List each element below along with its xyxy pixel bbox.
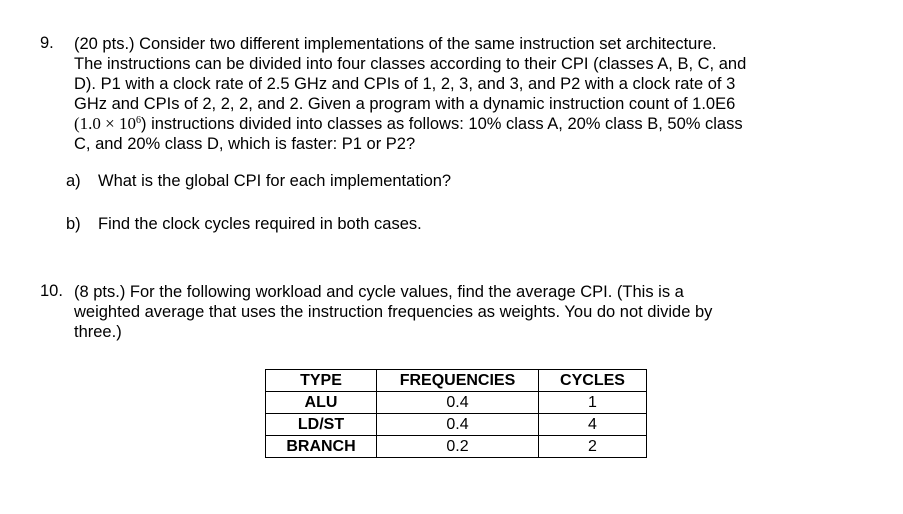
subquestion-letter: a) <box>66 172 81 190</box>
workload-table <box>265 369 647 458</box>
math-base: (1.0 × 10 <box>74 114 136 133</box>
header-cycles: CYCLES <box>539 370 647 392</box>
header-type: TYPE <box>266 370 377 392</box>
subquestion-b <box>66 214 422 234</box>
text-line: GHz and CPIs of 2, 2, 2, and 2. Given a program with a dynamic instruction count of 1.0E6 <box>74 95 736 113</box>
cell-cycles: 4 <box>539 414 647 436</box>
question-text <box>74 282 890 342</box>
text-line: weighted average that uses the instruction frequencies as weights. You do not divide by <box>74 303 713 321</box>
text-line: (20 pts.) Consider two different implementations of the same instruction set architecture. <box>74 35 717 53</box>
question-10 <box>40 282 890 342</box>
cell-cycles: 1 <box>539 392 647 414</box>
subquestion-letter: b) <box>66 215 81 233</box>
cell-frequency: 0.2 <box>377 436 539 458</box>
table-row <box>266 436 647 458</box>
question-number: 10. <box>40 282 63 300</box>
question-number: 9. <box>40 34 54 52</box>
text-line <box>74 114 890 134</box>
question-9 <box>40 34 890 154</box>
question-text <box>74 34 890 154</box>
subquestion-text: Find the clock cycles required in both cases. <box>98 215 422 233</box>
text-line: (8 pts.) For the following workload and cycle values, find the average CPI. (This is a <box>74 283 684 301</box>
table-row <box>266 392 647 414</box>
subquestion-a <box>66 171 451 191</box>
cell-frequency: 0.4 <box>377 414 539 436</box>
cell-type: ALU <box>266 392 377 414</box>
table-header-row <box>266 370 647 392</box>
math-expression <box>74 114 141 133</box>
text-line: The instructions can be divided into four classes according to their CPI (classes A, B, C, and <box>74 55 747 73</box>
math-exponent: 6 <box>136 115 141 126</box>
cell-cycles: 2 <box>539 436 647 458</box>
cell-type: BRANCH <box>266 436 377 458</box>
header-frequencies: FREQUENCIES <box>377 370 539 392</box>
text-line: D). P1 with a clock rate of 2.5 GHz and CPIs of 1, 2, 3, and 3, and P2 with a clock rate of 3 <box>74 75 736 93</box>
cell-frequency: 0.4 <box>377 392 539 414</box>
text-continuation: ) instructions divided into classes as follows: 10% class A, 20% class B, 50% class <box>141 115 743 133</box>
subquestion-text: What is the global CPI for each implementation? <box>98 172 452 190</box>
text-line: three.) <box>74 323 122 341</box>
text-line: C, and 20% class D, which is faster: P1 or P2? <box>74 135 416 153</box>
table-row <box>266 414 647 436</box>
cell-type: LD/ST <box>266 414 377 436</box>
